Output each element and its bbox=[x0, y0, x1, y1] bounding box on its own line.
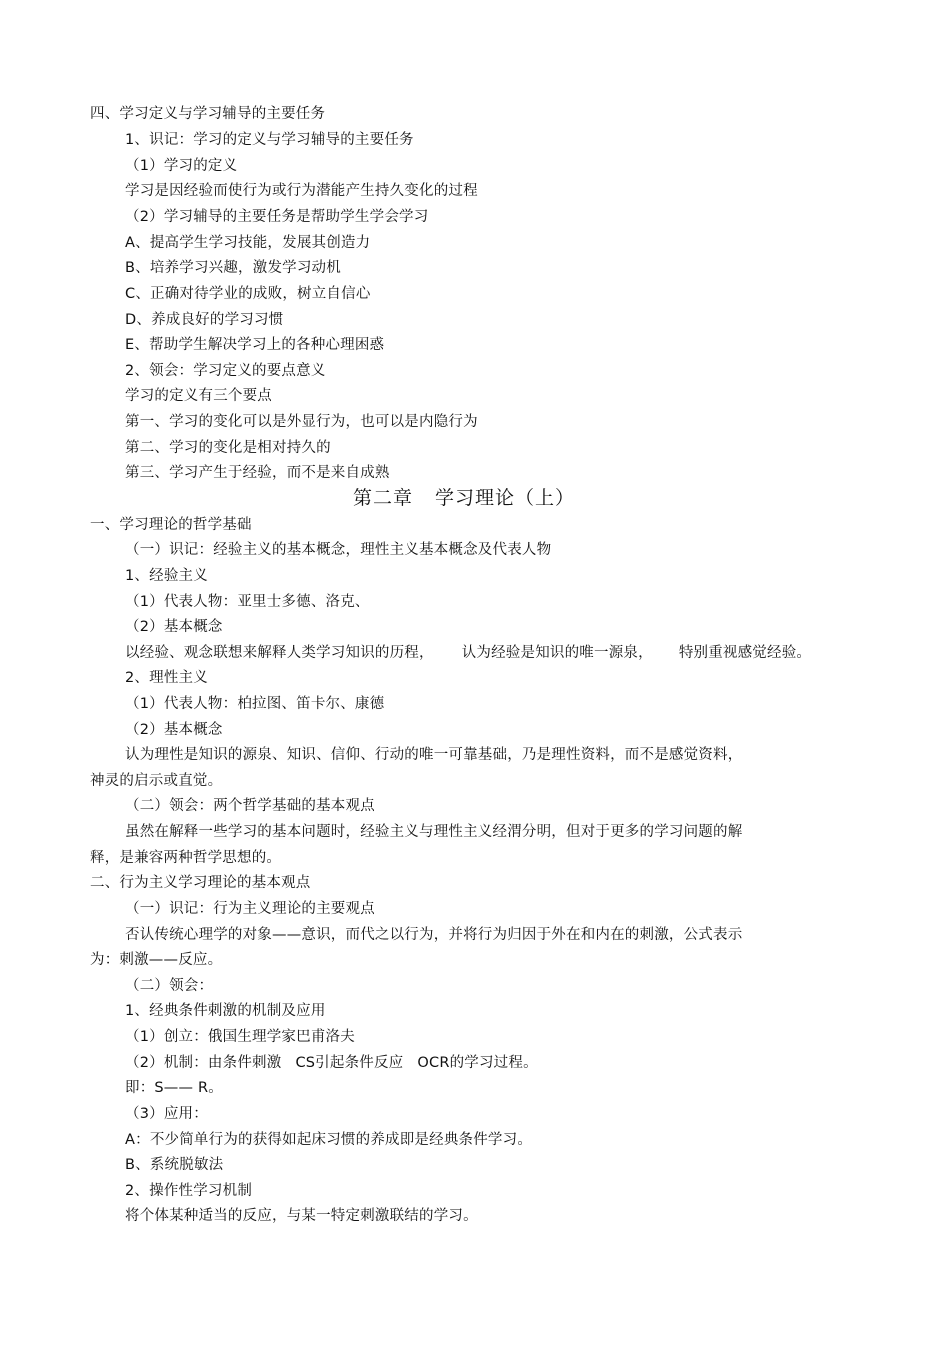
subheading: （一）识记：经验主义的基本概念，理性主义基本概念及代表人物 bbox=[125, 542, 552, 558]
paragraph: 学习的定义有三个要点 bbox=[125, 388, 272, 404]
section-heading-4: 四、学习定义与学习辅导的主要任务 bbox=[90, 106, 326, 122]
text-run: 特别重视感觉经验。 bbox=[678, 645, 812, 661]
list-item: 2、理性主义 bbox=[125, 670, 208, 686]
list-item: 第一、学习的变化可以是外显行为，也可以是内隐行为 bbox=[125, 414, 478, 430]
paragraph-continuation: 神灵的启示或直觉。 bbox=[90, 773, 223, 789]
mechanism-line bbox=[125, 1053, 538, 1073]
list-item: A、提高学生学习技能，发展其创造力 bbox=[125, 235, 371, 251]
list-item: （2）基本概念 bbox=[125, 722, 223, 738]
chapter-heading bbox=[353, 486, 575, 510]
formula-line: 即：S—— R。 bbox=[125, 1080, 223, 1096]
subheading: （二）领会：两个哲学基础的基本观点 bbox=[125, 798, 375, 814]
list-item: （1）创立：俄国生理学家巴甫洛夫 bbox=[125, 1029, 355, 1045]
list-item: E、帮助学生解决学习上的各种心理困惑 bbox=[125, 337, 385, 353]
list-item: C、正确对待学业的成败，树立自信心 bbox=[125, 286, 371, 302]
subheading: （二）领会： bbox=[125, 978, 214, 994]
section-heading-1: 一、学习理论的哲学基础 bbox=[90, 517, 252, 533]
list-item: B、培养学习兴趣，激发学习动机 bbox=[125, 260, 341, 276]
text-run: （2）机制：由条件刺激 bbox=[125, 1055, 282, 1071]
text-run: OCR的学习过程。 bbox=[417, 1055, 538, 1071]
paragraph: 否认传统心理学的对象——意识，而代之以行为，并将行为归因于外在和内在的刺激，公式表示 bbox=[125, 927, 743, 943]
paragraph: 虽然在解释一些学习的基本问题时，经验主义与理性主义经渭分明，但对于更多的学习问题的解 bbox=[125, 824, 743, 840]
list-item: 1、经验主义 bbox=[125, 568, 208, 584]
list-item: （2）基本概念 bbox=[125, 619, 223, 635]
paragraph: 认为理性是知识的源泉、知识、信仰、行动的唯一可靠基础，乃是理性资料，而不是感觉资料， bbox=[125, 747, 743, 763]
text-run: CS引起条件反应 bbox=[295, 1055, 404, 1071]
list-item: 2、操作性学习机制 bbox=[125, 1183, 253, 1199]
text-run: 以经验、观念联想来解释人类学习知识的历程， bbox=[125, 645, 434, 661]
list-item: B、系统脱敏法 bbox=[125, 1157, 224, 1173]
list-item: D、养成良好的学习习惯 bbox=[125, 312, 284, 328]
paragraph: 学习是因经验而使行为或行为潜能产生持久变化的过程 bbox=[125, 183, 478, 199]
subheading: （一）识记：行为主义理论的主要观点 bbox=[125, 901, 375, 917]
list-item: （2）学习辅导的主要任务是帮助学生学会学习 bbox=[125, 209, 429, 225]
section-heading-2: 二、行为主义学习理论的基本观点 bbox=[90, 875, 311, 891]
list-item: （1）代表人物：柏拉图、笛卡尔、康德 bbox=[125, 696, 385, 712]
paragraph: 将个体某种适当的反应，与某一特定刺激联结的学习。 bbox=[125, 1208, 478, 1224]
list-item: （3）应用： bbox=[125, 1106, 208, 1122]
subheading: 2、领会：学习定义的要点意义 bbox=[125, 363, 326, 379]
paragraph-continuation: 为：刺激——反应。 bbox=[90, 952, 223, 968]
text-run: 认为经验是知识的唯一源泉， bbox=[461, 645, 653, 661]
paragraph-empiricism bbox=[125, 643, 811, 663]
list-item: 第二、学习的变化是相对持久的 bbox=[125, 440, 331, 456]
list-item: （1）学习的定义 bbox=[125, 158, 238, 174]
list-item: 1、经典条件刺激的机制及应用 bbox=[125, 1003, 326, 1019]
chapter-title: 学习理论（上） bbox=[435, 487, 576, 509]
paragraph-continuation: 释，是兼容两种哲学思想的。 bbox=[90, 850, 282, 866]
list-item: （1）代表人物：亚里士多德、洛克、 bbox=[125, 594, 370, 610]
chapter-number: 第二章 bbox=[353, 487, 414, 509]
subheading: 1、识记：学习的定义与学习辅导的主要任务 bbox=[125, 132, 414, 148]
list-item: 第三、学习产生于经验，而不是来自成熟 bbox=[125, 465, 390, 481]
list-item: A：不少简单行为的获得如起床习惯的养成即是经典条件学习。 bbox=[125, 1132, 533, 1148]
